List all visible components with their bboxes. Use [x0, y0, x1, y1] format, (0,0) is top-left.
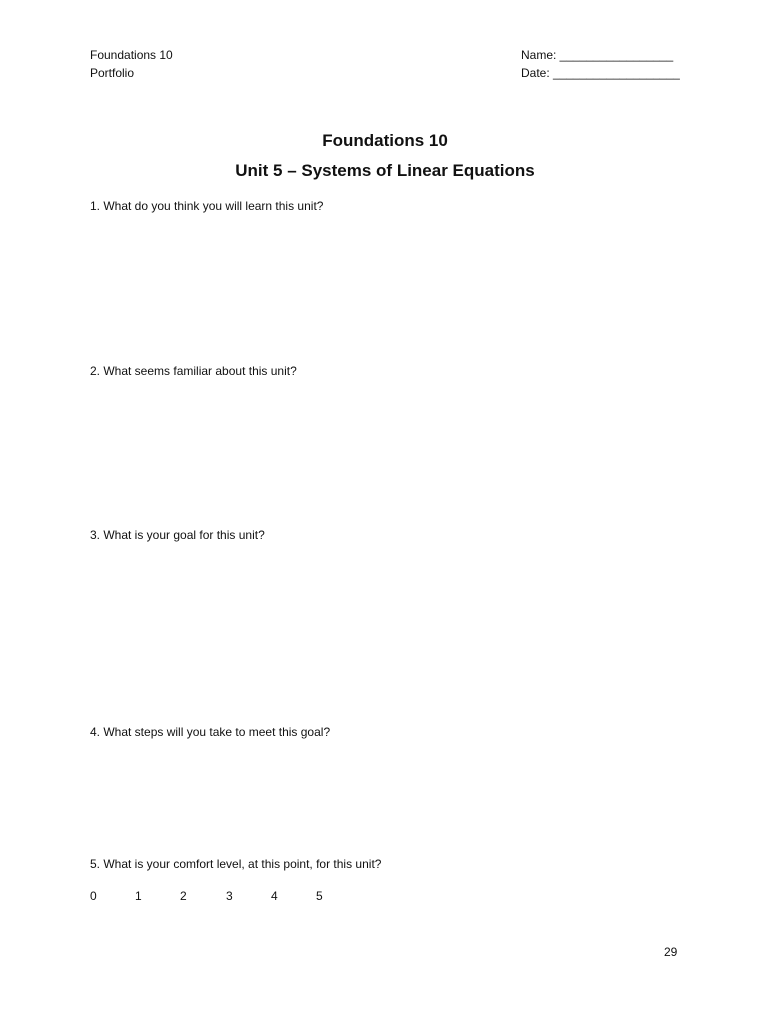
- question-1: 1. What do you think you will learn this unit?: [90, 199, 324, 213]
- comfort-scale: [90, 888, 350, 904]
- question-4: 4. What steps will you take to meet this goal?: [90, 725, 331, 739]
- scale-option-1: 1: [135, 889, 142, 903]
- title-unit: Unit 5 – Systems of Linear Equations: [235, 161, 535, 180]
- page-number: 29: [664, 945, 678, 959]
- page-title: [0, 126, 770, 186]
- scale-option-5: 5: [316, 889, 323, 903]
- question-3: 3. What is your goal for this unit?: [90, 528, 265, 542]
- course-name: Foundations 10: [90, 48, 173, 62]
- title-course: Foundations 10: [322, 131, 448, 150]
- question-5: 5. What is your comfort level, at this point, for this unit?: [90, 857, 382, 871]
- header-right: [521, 46, 680, 82]
- name-field: Name: _________________: [521, 48, 674, 62]
- scale-option-4: 4: [271, 889, 278, 903]
- date-field: Date: ___________________: [521, 66, 680, 80]
- question-2: 2. What seems familiar about this unit?: [90, 364, 297, 378]
- scale-option-3: 3: [226, 889, 233, 903]
- scale-option-0: 0: [90, 889, 97, 903]
- portfolio-label: Portfolio: [90, 66, 135, 80]
- scale-option-2: 2: [180, 889, 187, 903]
- header-left: [90, 46, 173, 82]
